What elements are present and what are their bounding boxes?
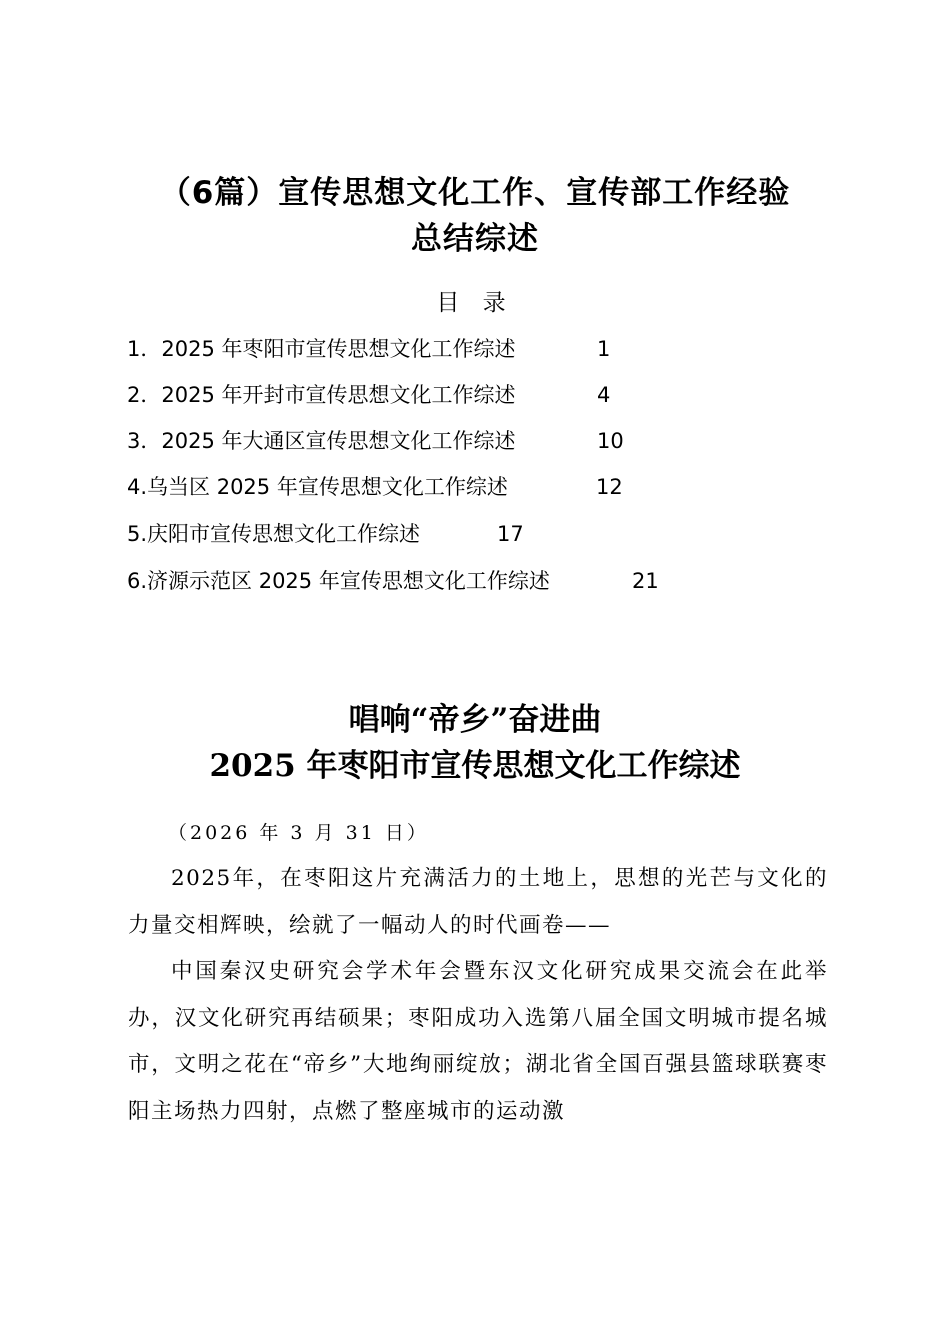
toc-item[interactable] bbox=[127, 517, 524, 551]
article-body bbox=[128, 856, 828, 1135]
toc-item-page: 1 bbox=[597, 337, 611, 361]
toc-item[interactable] bbox=[127, 424, 624, 458]
toc-heading: 目 录 bbox=[436, 290, 514, 316]
toc-item-label: 3．2025 年大通区宣传思想文化工作综述 bbox=[127, 429, 516, 453]
toc-item-page: 10 bbox=[597, 429, 624, 453]
article-title-line-2: 2025 年枣阳市宣传思想文化工作综述 bbox=[209, 748, 741, 784]
document-title-line-2: 总结综述 bbox=[411, 221, 539, 257]
toc-item[interactable] bbox=[127, 564, 659, 598]
toc-item[interactable] bbox=[127, 332, 611, 366]
document-title-line-1: （6篇）宣传思想文化工作、宣传部工作经验 bbox=[159, 175, 791, 211]
article-date: （2026 年 3 月 31 日） bbox=[168, 822, 429, 844]
toc-item-page: 17 bbox=[497, 522, 524, 546]
toc-item-page: 21 bbox=[632, 569, 659, 593]
toc-item-label: 6.济源示范区 2025 年宣传思想文化工作综述 bbox=[127, 569, 550, 593]
toc-item-label: 2．2025 年开封市宣传思想文化工作综述 bbox=[127, 383, 516, 407]
toc-item[interactable] bbox=[127, 378, 611, 412]
article-paragraph: 2025年，在枣阳这片充满活力的土地上，思想的光芒与文化的力量交相辉映，绘就了一幅动人的时代画卷—— bbox=[128, 866, 828, 938]
toc-item-label: 1．2025 年枣阳市宣传思想文化工作综述 bbox=[127, 337, 516, 361]
toc-item-label: 5.庆阳市宣传思想文化工作综述 bbox=[127, 522, 421, 546]
toc-item-page: 4 bbox=[597, 383, 611, 407]
toc-item-page: 12 bbox=[596, 475, 623, 499]
toc-item-label: 4.乌当区 2025 年宣传思想文化工作综述 bbox=[127, 475, 508, 499]
article-title-line-1: 唱响“帝乡”奋进曲 bbox=[348, 702, 602, 738]
article-paragraph: 中国秦汉史研究会学术年会暨东汉文化研究成果交流会在此举办，汉文化研究再结硕果；枣阳成功入选第八届全国文明城市提名城市，文明之花在“帝乡”大地绚丽绽放；湖北省全国百强县篮球联赛枣阳主场热力四射，点燃了整座城市的运动激 bbox=[128, 959, 828, 1124]
toc-item[interactable] bbox=[127, 470, 623, 504]
